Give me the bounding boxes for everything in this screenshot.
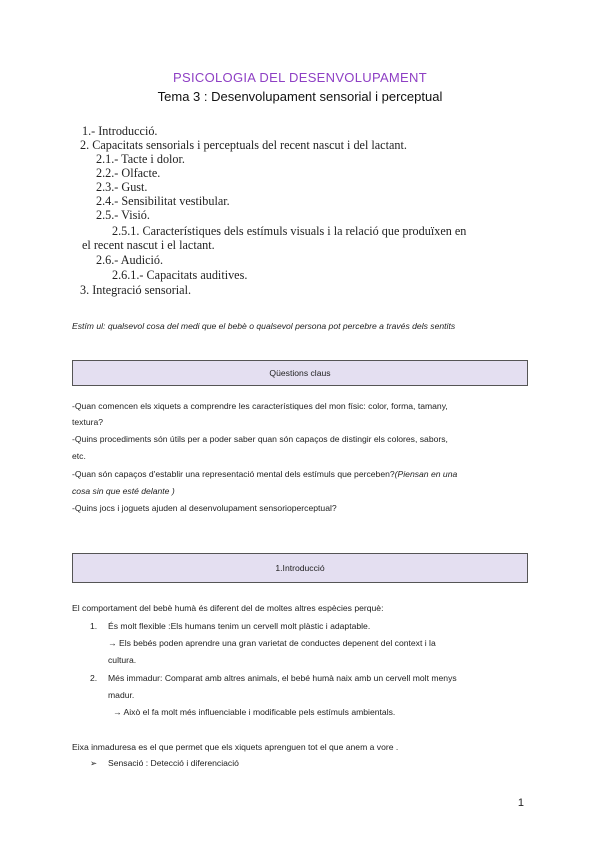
toc-item: 2.6.1.- Capacitats auditives. [112,268,248,282]
list-number: 1. [90,621,98,631]
stimulus-definition: Estím ul: qualsevol cosa del medi que el bebè o qualsevol persona pot percebre a través dels sentits [72,321,456,331]
toc-item: 2.2.- Olfacte. [96,166,161,180]
list-subitem: → Els bebés poden aprendre una gran varietat de conductes depenent del context i la [108,638,436,648]
page-number: 1 [517,797,524,809]
question-line: -Quins procediments són útils per a poder saber quan són capaços de distingir els colores, sabors, [72,434,448,444]
list-subitem: → Això el fa molt més influenciable i modificable pels estímuls ambientals. [113,707,396,717]
toc-item: el recent nascut i el lactant. [82,238,215,252]
list-subitem: cultura. [108,655,137,665]
intro-lead: El comportament del bebè humà és diferent del de moltes altres espècies perquè: [72,603,384,613]
list-item: Més immadur: Comparat amb altres animals, el bebé humà naix amb un cervell molt menys [108,673,457,683]
question-line [72,485,175,497]
toc-item: 1.- Introducció. [82,124,158,138]
list-item-continued: madur. [108,690,135,700]
intro-closing: Eixa inmaduresa es el que permet que els xiquets aprenguen tot el que anem a vore . [72,742,399,752]
document-subtitle: Tema 3 : Desenvolupament sensorial i perceptual [157,89,443,104]
introduction-heading: 1.Introducció [275,563,325,573]
bullet-item: Sensació : Detecció i diferenciació [108,758,239,768]
toc-item: 2. Capacitats sensorials i perceptuals del recent nascut i del lactant. [80,138,407,152]
question-line: -Quan comencen els xiquets a comprendre les característiques del mon físic: color, forma, tamany, [72,401,448,411]
questions-heading-box [72,360,528,386]
question-line: textura? [72,417,104,427]
question-line: -Quins jocs i joguets ajuden al desenvolupament sensorioperceptual? [72,503,337,513]
question-line: -Quan són capaços d'establir una representació mental dels estímuls que perceben?(Piensan en una [72,469,458,479]
introduction-heading-box [72,553,528,583]
toc-item: 2.3.- Gust. [96,180,148,194]
toc-item: 2.4.- Sensibilitat vestibular. [96,194,230,208]
question-note: cosa sin que esté delante ) [72,486,175,496]
toc-item: 2.5.- Visió. [96,208,150,222]
list-number: 2. [90,673,98,683]
document-title: PSICOLOGIA DEL DESENVOLUPAMENT [173,70,427,85]
toc-item: 3. Integració sensorial. [80,283,192,297]
question-line: etc. [72,451,86,461]
toc-item: 2.5.1. Característiques dels estímuls visuals i la relació que produïxen en [112,224,467,238]
bullet-arrow-icon: ➢ [90,758,98,768]
questions-heading: Qüestions claus [269,368,331,378]
list-item: És molt flexible :Els humans tenim un cervell molt plàstic i adaptable. [108,621,371,631]
toc-item: 2.6.- Audició. [96,253,164,267]
question-note: (Piensan en una [394,469,458,479]
toc-item: 2.1.- Tacte i dolor. [96,152,185,166]
